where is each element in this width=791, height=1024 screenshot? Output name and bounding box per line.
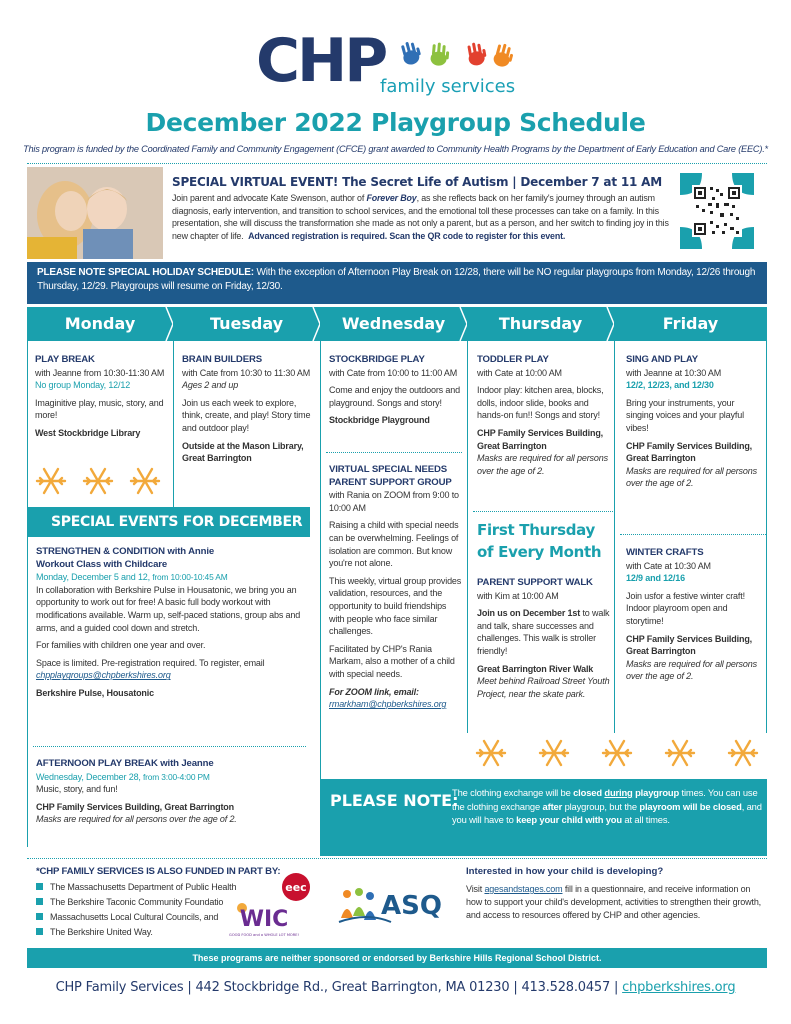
event-date: Wednesday, December 28, — [36, 771, 141, 782]
event-leader: with Jeanne at 10:30 AM — [626, 367, 722, 378]
divider — [27, 163, 767, 164]
snowflake-icons — [34, 464, 164, 500]
event-leader: with Cate from 10:00 to 11:00 AM — [329, 367, 458, 378]
note-fragment: playgroup — [632, 787, 680, 798]
event-title: PLAY BREAK — [35, 354, 95, 365]
event-ages: Ages 2 and up — [182, 380, 239, 391]
note-fragment: keep your child with you — [516, 814, 622, 825]
list-item: The Massachusetts Department of Public Health — [36, 880, 236, 895]
event-time: from 10:00-10:45 AM — [150, 572, 228, 583]
event-dates: 12/9 and 12/16 — [626, 573, 685, 584]
clothing-exchange-note — [320, 779, 767, 856]
logo-sub-text: family services — [380, 76, 516, 97]
list-item: The Berkshire United Way. — [36, 925, 236, 940]
holiday-text: With the exception of Afternoon Play Break on 12/28, there will be NO regular playgroups from Monday, 12/26 through Thursday, 12/29. Playgroups will resume on Friday, 12/30. — [37, 267, 756, 292]
divider — [33, 746, 306, 747]
event-note: No group Monday, 12/12 — [35, 380, 131, 391]
note-fragment: times. You can use the clothing exchange — [452, 787, 758, 812]
first-thursday-heading: First Thursday of Every Month — [477, 521, 602, 561]
chp-logo — [256, 26, 546, 100]
holiday-label: PLEASE NOTE SPECIAL HOLIDAY SCHEDULE: — [37, 267, 254, 278]
event-description: This weekly, virtual group provides validation, resources, and the opportunity to build friendships with people who face similar challenges. — [329, 575, 462, 637]
event-title: STRENGTHEN & CONDITION with Annie — [36, 546, 215, 557]
zoom-email-link[interactable]: rmarkham@chpberkshires.org — [329, 699, 447, 710]
page-title: December 2022 Playgroup Schedule — [145, 108, 646, 137]
event-register-note: Advanced registration is required. Scan the QR code to register for this event. — [248, 230, 566, 241]
footer-contact — [0, 980, 791, 995]
divider — [326, 452, 462, 453]
note-fragment: , and you will have to — [452, 800, 762, 825]
column-border — [467, 341, 468, 733]
registration-email-link[interactable]: chpplaygroups@chpberkshires.org — [36, 670, 171, 681]
footer-website-link[interactable]: chpberkshires.org — [622, 980, 736, 995]
event-title: VIRTUAL SPECIAL NEEDS PARENT SUPPORT GROUP — [329, 464, 452, 488]
zoom-note: For ZOOM link, email: — [329, 686, 419, 697]
wic-logo-text: WIC — [239, 907, 289, 932]
event-location: CHP Family Services Building, Great Barrington — [626, 633, 753, 657]
event-title: PARENT SUPPORT WALK — [477, 577, 593, 588]
event-title: SPECIAL VIRTUAL EVENT! The Secret Life of Autism | December 7 at 11 AM — [172, 175, 662, 189]
asq-text: Visit — [466, 884, 485, 894]
special-events-header: SPECIAL EVENTS FOR DECEMBER — [27, 507, 310, 537]
registration-note: Space is limited. Pre-registration required. To register, email — [36, 657, 265, 668]
event-location: Berkshire Pulse, Housatonic — [36, 687, 154, 698]
day-label: Thursday — [498, 314, 583, 333]
event-title: TODDLER PLAY — [477, 354, 549, 365]
column-border — [614, 341, 615, 733]
event-leader: with Cate at 10:00 AM — [477, 367, 562, 378]
funders-list — [36, 880, 236, 940]
event-description: In collaboration with Berkshire Pulse in Housatonic, we bring you an opportunity to work out for free! A basic full body workout with modifications available. Warm up, self-paced stations, group abs and arms, and a guided cool down and stretch. — [36, 584, 301, 633]
funders-title: *CHP FAMILY SERVICES IS ALSO FUNDED IN PART BY: — [36, 866, 281, 877]
event-body-text: , as she reflects back on her family's journey through an autism diagnosis, early intervention, and transition to school services, and the emotional toll these processes can take on a family. In this presentation, she will discuss the transformation she made as not only a parent, but as a person, and her switch to finding joy in this new chapter of life. — [172, 193, 669, 241]
event-location: CHP Family Services Building, Great Barrington — [626, 440, 753, 464]
event-location: Stockbridge Playground — [329, 415, 430, 426]
wic-logo — [229, 898, 299, 940]
event-description: to walk and talk, share successes and challenges. This walk is stroller friendly! — [477, 608, 610, 656]
note-fragment: playroom will be closed — [639, 800, 742, 812]
event-description: Music, story, and fun! — [36, 784, 118, 795]
footer-text: CHP Family Services | 442 Stockbridge Rd., Great Barrington, MA 01230 | 413.528.0457 | — [55, 980, 623, 995]
column-border — [320, 341, 321, 779]
note-fragment: playgroup, but the — [562, 800, 640, 812]
snowflake-icons — [474, 736, 764, 772]
mask-note: Masks are required for all persons over the age of 2. — [477, 453, 608, 476]
event-location: CHP Family Services Building, Great Barrington — [477, 427, 604, 451]
column-border — [27, 341, 28, 507]
event-title: SING AND PLAY — [626, 354, 698, 365]
event-location: CHP Family Services Building, Great Barrington — [36, 801, 234, 812]
list-item: The Berkshire Taconic Community Foundatio — [36, 895, 236, 910]
event-description — [172, 192, 670, 242]
day-label: Tuesday — [209, 314, 284, 333]
logo-main-text: CHP — [256, 26, 386, 96]
note-fragment: The clothing exchange will be — [452, 787, 574, 798]
column-border — [766, 341, 767, 733]
event-subtitle: Workout Class with Childcare — [36, 558, 168, 570]
event-description: Join usfor a festive winter craft! Indoor playroom open and storytime! — [626, 590, 745, 626]
event-leader: with Jeanne from 10:30-11:30 AM — [35, 367, 165, 378]
day-header-friday: Friday — [614, 307, 767, 341]
note-fragment: closed — [573, 787, 605, 798]
event-description: Indoor play: kitchen area, blocks, dolls, indoor slide, books and hands-on fun!! Songs and story! — [477, 385, 604, 421]
asq-title: Interested in how your child is developing? — [466, 866, 664, 877]
day-label: Monday — [64, 314, 136, 333]
event-leader: with Cate from 10:30 to 11:30 AM — [182, 367, 311, 378]
asq-logo-text: ASQ — [381, 891, 442, 921]
event-date: Monday, December 5 and 12, — [36, 572, 151, 583]
wednesday-column — [329, 354, 463, 427]
event-description: Facilitated by CHP's Rania Markam, also a mother of a child with special needs. — [329, 643, 455, 679]
list-item: Massachusetts Local Cultural Councils, and — [36, 910, 236, 925]
asq-logo — [337, 882, 449, 928]
event-title: AFTERNOON PLAY BREAK with Jeanne — [36, 758, 214, 769]
qr-code[interactable] — [680, 173, 754, 249]
note-fragment: during — [604, 787, 633, 798]
event-time: from 3:00-4:00 PM — [140, 771, 210, 782]
day-label: Wednesday — [341, 314, 446, 333]
event-location: Great Barrington River Walk — [477, 663, 594, 674]
divider — [620, 534, 766, 535]
divider — [473, 511, 613, 512]
mask-note: Masks are required for all persons over the age of 2. — [626, 465, 757, 489]
note-fragment: at all times. — [621, 814, 670, 825]
event-leader: with Cate at 10:30 AM — [626, 560, 711, 571]
event-book-title: Forever Boy — [366, 193, 417, 203]
friday-column — [626, 354, 762, 490]
mask-note: Masks are required for all persons over the age of 2. — [626, 658, 757, 682]
funding-note: This program is funded by the Coordinated Family and Community Engagement (CFCE) grant awarded to Community Health Programs by the Department of Early Education and Care (EEC).* — [23, 144, 768, 154]
column-border — [27, 537, 28, 847]
event-leader: with Rania on ZOOM from 9:00 to 10:00 AM — [329, 490, 459, 513]
thursday-column — [477, 354, 611, 477]
event-dates: 12/2, 12/23, and 12/30 — [626, 380, 714, 391]
asq-description — [466, 883, 766, 922]
event-date-bold: Join us on December 1st — [477, 608, 581, 619]
event-title: WINTER CRAFTS — [626, 547, 704, 558]
day-header-thursday — [467, 307, 614, 341]
monday-column — [35, 354, 167, 440]
day-header-wednesday — [320, 307, 467, 341]
location-note: Meet behind Railroad Street Youth Project, near the skate park. — [477, 676, 610, 699]
note-fragment: after — [542, 800, 563, 812]
event-title: STOCKBRIDGE PLAY — [329, 354, 425, 365]
asq-website-link[interactable]: agesandstages.com — [484, 884, 563, 894]
wednesday-column-2 — [329, 464, 463, 711]
event-location: West Stockbridge Library — [35, 427, 141, 438]
event-description: Join us each week to explore, think, create, and play! Story time and outdoor play! — [182, 397, 311, 433]
note-text — [452, 786, 764, 827]
note-label: PLEASE NOTE: — [330, 791, 459, 810]
event-description: Imaginitive play, music, story, and more! — [35, 397, 164, 421]
thursday-column-2 — [477, 577, 611, 700]
day-header-tuesday — [173, 307, 320, 341]
event-leader: with Kim at 10:00 AM — [477, 590, 559, 601]
event-audience: For families with children one year and over. — [36, 640, 206, 651]
wic-tagline: GOOD FOOD and a WHOLE LOT MORE! — [229, 933, 299, 937]
special-event-1 — [36, 546, 308, 700]
divider — [27, 858, 767, 859]
event-body-text: Join parent and advocate Kate Swenson, author of — [172, 193, 367, 203]
asq-text: fill in a questionnaire, and receive information on how to support your child's development, activities to strengthen their growth, and access to resources offered by CHP and other agencies. — [466, 884, 762, 920]
event-location: Outside at the Mason Library, Great Barrington — [182, 440, 304, 464]
tuesday-column — [182, 354, 316, 465]
column-border — [173, 341, 174, 507]
event-description: Come and enjoy the outdoors and playground. Songs and story! — [329, 385, 460, 408]
day-header-monday — [27, 307, 173, 341]
holiday-notice — [27, 262, 767, 304]
event-photo — [27, 167, 163, 259]
event-description: Raising a child with special needs can be overwhelming. Feelings of isolation are common. But know you're not alone. — [329, 520, 459, 569]
disclaimer-bar: These programs are neither sponsored or endorsed by Berkshire Hills Regional School District. — [27, 948, 767, 968]
friday-column-2 — [626, 547, 762, 683]
event-title: BRAIN BUILDERS — [182, 354, 262, 365]
mask-note: Masks are required for all persons over the age of 2. — [36, 814, 237, 825]
event-description: Bring your instruments, your singing voices and your playful vibes! — [626, 397, 744, 433]
special-event-2 — [36, 758, 308, 826]
eec-logo-text: eec — [285, 881, 307, 894]
